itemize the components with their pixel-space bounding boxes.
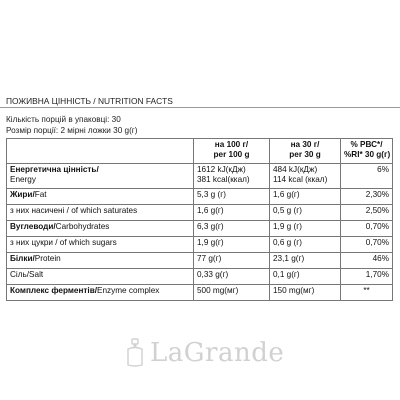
header-blank-cell — [7, 139, 194, 164]
table-row — [7, 205, 393, 221]
fat-label: Жири/ — [10, 190, 35, 199]
row-label — [7, 253, 194, 269]
table-row — [7, 253, 393, 269]
protein-label: Білки/ — [10, 254, 35, 263]
fat-label-en: Fat — [34, 190, 47, 199]
table-row — [7, 164, 393, 189]
value-ri: ** — [341, 285, 393, 301]
perfume-bottle-icon — [124, 338, 146, 368]
energy-kj-100g: 1612 kJ(кДж) — [197, 165, 246, 174]
value-ri: 1,70% — [341, 269, 393, 285]
carbs-label-en: Carbohydrates — [55, 222, 110, 231]
value-per-30g — [270, 164, 341, 189]
table-row — [7, 237, 393, 253]
value-per-100g: 1,6 g(г) — [194, 205, 270, 221]
energy-label: Енергетична цінність/ — [10, 165, 99, 174]
value-per-30g: 0,5 g (г) — [270, 205, 341, 221]
value-per-100g: 77 g(г) — [194, 253, 270, 269]
value-per-100g — [194, 164, 270, 189]
enzyme-label: Комплекс ферментів/ — [10, 286, 98, 295]
serving-size: Розмір порції: 2 мірні ложки 30 g(г) — [6, 126, 138, 135]
servings-per-pack: Кількість порцій в упаковці: 30 — [6, 115, 121, 124]
value-per-30g: 1,6 g(г) — [270, 189, 341, 205]
header-ri-line2: %RI* 30 g(г) — [344, 150, 391, 159]
value-per-100g: 0,33 g(г) — [194, 269, 270, 285]
header-per-30g-line1: на 30 г/ — [290, 140, 320, 149]
value-ri: 6% — [341, 164, 393, 189]
header-per-30g — [270, 139, 341, 164]
value-per-100g: 5,3 g (г) — [194, 189, 270, 205]
watermark-text: LaGrande — [150, 338, 285, 368]
value-per-30g: 150 mg(мг) — [270, 285, 341, 301]
value-per-100g: 500 mg(мг) — [194, 285, 270, 301]
nutrition-heading: ПОЖИВНА ЦІННІСТЬ / NUTRITION FACTS — [6, 96, 173, 106]
header-per-100g-line1: на 100 г/ — [214, 140, 249, 149]
row-label: Сіль/Salt — [7, 269, 194, 285]
value-per-100g: 6,3 g(г) — [194, 221, 270, 237]
value-per-30g: 23,1 g(г) — [270, 253, 341, 269]
row-label — [7, 221, 194, 237]
energy-kcal-100g: 381 kcal(ккал) — [197, 175, 250, 184]
row-label: з них цукри / of which sugars — [7, 237, 194, 253]
value-ri: 0,70% — [341, 221, 393, 237]
table-row — [7, 189, 393, 205]
table-header-row — [7, 139, 393, 164]
heading-divider — [0, 107, 400, 108]
energy-kj-30g: 484 kJ(кДж) — [273, 165, 318, 174]
table-row — [7, 285, 393, 301]
value-ri: 2,30% — [341, 189, 393, 205]
energy-kcal-30g: 114 kcal (ккал) — [273, 175, 328, 184]
row-label — [7, 164, 194, 189]
value-ri: 2,50% — [341, 205, 393, 221]
value-ri: 0,70% — [341, 237, 393, 253]
row-label — [7, 285, 194, 301]
value-per-100g: 1,9 g(г) — [194, 237, 270, 253]
table-row — [7, 221, 393, 237]
carbs-label: Вуглеводи/ — [10, 222, 56, 231]
value-ri: 46% — [341, 253, 393, 269]
row-label: з них насичені / of which saturates — [7, 205, 194, 221]
table-row — [7, 269, 393, 285]
enzyme-label-en: Enzyme complex — [97, 286, 160, 295]
header-per-100g — [194, 139, 270, 164]
row-label — [7, 189, 194, 205]
nutrition-table — [6, 138, 393, 301]
header-ri — [341, 139, 393, 164]
value-per-30g: 1,9 g (г) — [270, 221, 341, 237]
watermark — [124, 338, 284, 368]
header-per-100g-line2: per 100 g — [213, 150, 250, 159]
energy-label-en: Energy — [10, 175, 36, 184]
value-per-30g: 0,6 g (г) — [270, 237, 341, 253]
value-per-30g: 0,1 g(г) — [270, 269, 341, 285]
header-per-30g-line2: per 30 g — [289, 150, 321, 159]
protein-label-en: Protein — [34, 254, 61, 263]
header-ri-line1: % РВС*/ — [350, 140, 383, 149]
